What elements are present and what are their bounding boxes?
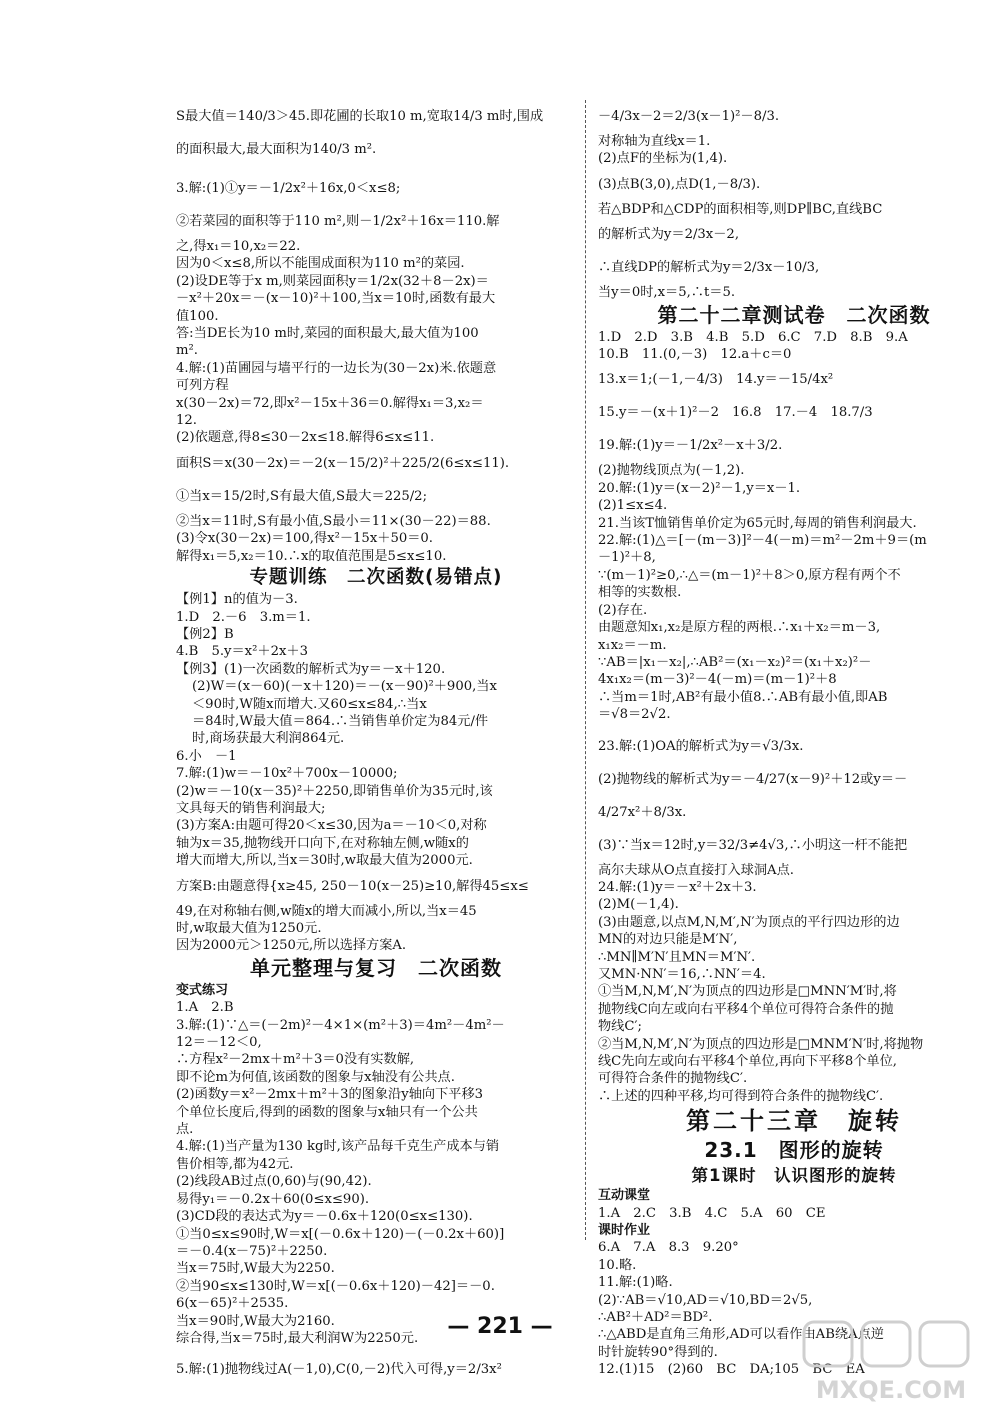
answer-line: ∵(m－1)²≥0,∴△＝(m－1)²＋8＞0,原方程有两个不 [598, 567, 901, 583]
answer-line: 6.小 －1 [176, 748, 237, 764]
section-heading: 23.1 图形的旋转 [704, 1138, 884, 1163]
answer-line: 12. [176, 413, 197, 429]
answer-line: ＝√8＝2√2. [598, 707, 671, 723]
answer-line: (2)点F的坐标为(1,4). [598, 151, 728, 167]
answer-line: ∴上述的四种平移,均可得到符合条件的抛物线C′. [598, 1088, 884, 1104]
answer-line: 4/27x²＋8/3x. [598, 804, 687, 820]
answer-line: 1.D 2.D 3.B 4.B 5.D 6.C 7.D 8.B 9.A [598, 329, 908, 345]
answer-line: ②若菜园的面积等于110 m²,则－1/2x²＋16x＝110.解 [176, 214, 500, 229]
answer-line: 4x₁x₂＝(m－3)²－4(－m)＝(m－1)²＋8 [598, 672, 837, 688]
answer-line: 即不论m为何值,该函数的图象与x轴没有公共点. [176, 1069, 455, 1085]
answer-line: ∴方程x²－2mx＋m²＋3＝0没有实数解, [176, 1052, 415, 1068]
answer-line: ∴MN∥M′N′且MN＝M′N′. [598, 949, 756, 965]
answer-line: (2)抛物线的解析式为y＝－4/27(x－9)²＋12或y＝－ [598, 771, 908, 787]
answer-line: 轴为x＝35,抛物线开口向下,在对称轴左侧,w随x的 [176, 835, 469, 851]
answer-line: 可列方程 [176, 378, 229, 394]
answer-line: 的解析式为y＝2/3x－2, [598, 227, 740, 243]
section-heading: 单元整理与复习 二次函数 [250, 955, 502, 980]
answer-line: ∴AB²＋AD²＝BD². [598, 1310, 713, 1326]
answer-line: (2)函数y＝x²－2mx＋m²＋3的图象沿y轴向下平移3 [176, 1087, 484, 1103]
answer-line: (2)∵AB＝√10,AD＝√10,BD＝2√5, [598, 1292, 813, 1308]
answer-line: (2)设DE等于x m,则菜园面积y＝1/2x(32＋8－2x)＝ [176, 273, 489, 289]
answer-line: 1.D 2.－6 3.m＝1. [176, 609, 311, 625]
answer-line: 的面积最大,最大面积为140/3 m². [176, 142, 377, 157]
section-heading: 第二十三章 旋转 [686, 1107, 902, 1136]
answer-line: ＝84时,W最大值＝864.∴当销售单价定为84元/件 [192, 713, 489, 729]
answer-line: (2)抛物线顶点为(－1,2). [598, 463, 745, 479]
answer-line: 1.A 2.C 3.B 4.C 5.A 60 CE [598, 1205, 826, 1221]
left-column [176, 100, 576, 1386]
right-column [598, 100, 990, 1379]
answer-line: 值100. [176, 308, 219, 324]
answer-line: 1.A 2.B [176, 1000, 234, 1016]
answer-line: 当x＝75时,W最大为2250. [176, 1261, 335, 1277]
answer-line: (2)W＝(x－60)(－x＋120)＝－(x－90)²＋900,当x [192, 679, 497, 695]
section-heading: 专题训练 二次函数(易错点) [249, 567, 503, 589]
answer-line: 相等的实数根. [598, 585, 682, 601]
section-label: 互动课堂 [598, 1188, 651, 1204]
answer-line: x₁x₂＝－m. [598, 637, 667, 653]
answer-line: 因为0＜x≤8,所以不能围成面积为110 m²的菜园. [176, 256, 465, 272]
section-label: 课时作业 [598, 1223, 651, 1239]
answer-line: 当y＝0时,x＝5,∴t＝5. [598, 285, 736, 301]
answer-line: 10.略. [598, 1257, 637, 1273]
answer-line: (3)CD段的表达式为y＝－0.6x＋120(0≤x≤130). [176, 1209, 473, 1225]
answer-line: ＝－0.4(x－75)²＋2250. [176, 1243, 328, 1259]
answer-line: 3.解:(1)∵△＝(－2m)²－4×1×(m²＋3)＝4m²－4m²－ [176, 1017, 505, 1033]
answer-line: S最大值＝140/3＞45.即花圃的长取10 m,宽取14/3 m时,围成 [176, 109, 544, 124]
answer-line: (3)点B(3,0),点D(1,－8/3). [598, 176, 761, 192]
answer-line: 23.解:(1)OA的解析式为y＝√3/3x. [598, 738, 804, 754]
page-number: — 221 — [447, 1314, 553, 1339]
answer-line: 高尔夫球从O点直接打入球洞A点. [598, 862, 794, 878]
answer-line: 20.解:(1)y＝(x－2)²－1,y＝x－1. [598, 480, 801, 496]
answer-line: 易得y₁＝－0.2x＋60(0≤x≤90). [176, 1191, 370, 1207]
answer-line: 对称轴为直线x＝1. [598, 134, 711, 149]
answer-line: ②当x＝11时,S有最小值,S最小＝11×(30－22)＝88. [176, 513, 491, 529]
section-label: 变式练习 [176, 982, 229, 998]
answer-line: 解得x₁＝5,x₂＝10.∴x的取值范围是5≤x≤10. [176, 548, 447, 564]
answer-line: 增大而增大,所以,当x＝30时,w取最大值为2000元. [176, 853, 473, 869]
answer-line: ∴△ABD是直角三角形,AD可以看作由AB绕A点逆 [598, 1327, 884, 1343]
answer-line: 3.解:(1)①y＝－1/2x²＋16x,0＜x≤8; [176, 181, 401, 196]
answer-line: 15.y＝－(x＋1)²－2 16.8 17.－4 18.7/3 [598, 405, 873, 421]
answer-line: 因为2000元＞1250元,所以选择方案A. [176, 938, 407, 954]
answer-line: 又MN·NN′＝16,∴NN′＝4. [598, 966, 766, 982]
answer-line: 当x＝90时,W最大为2160. [176, 1313, 335, 1329]
answer-line: ∵AB＝|x₁－x₂|,∴AB²＝(x₁－x₂)²＝(x₁＋x₂)²－ [598, 654, 872, 670]
answer-line: (2)1≤x≤4. [598, 498, 668, 514]
answer-line: 个单位长度后,得到的函数的图象与x轴只有一个公共 [176, 1104, 478, 1120]
answer-line: 若△BDP和△CDP的面积相等,则DP∥BC,直线BC [598, 201, 883, 217]
answer-line: 线C先向左或向右平移4个单位,再向下平移8个单位, [598, 1054, 898, 1069]
answer-line: (3)∵当x＝12时,y＝32/3≠4√3,∴小明这一杆不能把 [598, 837, 908, 853]
answer-line: 21.当该T恤销售单价定为65元时,每周的销售利润最大. [598, 515, 917, 531]
answer-line: 【例1】n的值为－3. [176, 592, 298, 608]
answer-line: ＜90时,W随x而增大.又60≤x≤84,∴当x [192, 696, 427, 712]
answer-line: 49,在对称轴右侧,w随x的增大而减小,所以,当x＝45 [176, 903, 477, 919]
answer-line: MN的对边只能是M′N′, [598, 932, 738, 948]
answer-line: 售价相等,都为42元. [176, 1156, 294, 1172]
watermark-text: MXQE.COM [815, 1376, 967, 1404]
answer-line: 之,得x₁＝10,x₂＝22. [176, 239, 301, 254]
answer-line: 面积S＝x(30－2x)＝－2(x－15/2)²＋225/2(6≤x≤11). [176, 455, 510, 471]
answer-line: 13.x＝1;(－1,－4/3) 14.y＝－15/4x² [598, 372, 834, 388]
answer-line: 时针旋转90°得到的. [598, 1344, 718, 1360]
answer-line: 7.解:(1)w＝－10x²＋700x－10000; [176, 766, 398, 782]
watermark-logo [796, 1318, 986, 1406]
answer-line: ∴直线DP的解析式为y＝2/3x－10/3, [598, 260, 820, 276]
answer-line: 6.A 7.A 8.3 9.20° [598, 1240, 739, 1256]
answer-line: 4.解:(1)当产量为130 kg时,该产品每千克生产成本与销 [176, 1139, 500, 1155]
answer-line: 19.解:(1)y＝－1/2x²－x＋3/2. [598, 438, 783, 454]
answer-line: 物线C′; [598, 1019, 642, 1035]
answer-line: 由题意知x₁,x₂是原方程的两根.∴x₁＋x₂＝m－3, [598, 620, 881, 636]
answer-line: (3)令x(30－2x)＝100,得x²－15x＋50＝0. [176, 531, 433, 547]
answer-line: m². [176, 343, 198, 359]
answer-line: ①当M,N,M′,N′为顶点的四边形是□MNN′M′时,将 [598, 984, 897, 1000]
answer-line: 4.B 5.y＝x²＋2x＋3 [176, 644, 308, 660]
answer-line: x(30－2x)＝72,即x²－15x＋36＝0.解得x₁＝3,x₂＝ [176, 395, 484, 411]
answer-line: 可得符合条件的抛物线C′. [598, 1071, 748, 1087]
answer-line: (3)由题意,以点M,N,M′,N′为顶点的平行四边形的边 [598, 914, 900, 930]
answer-line: ①当x＝15/2时,S有最大值,S最大＝225/2; [176, 488, 428, 504]
answer-line: 答:当DE长为10 m时,菜园的面积最大,最大值为100 [176, 326, 479, 342]
answer-line: 10.B 11.(0,－3) 12.a＋c＝0 [598, 347, 792, 363]
column-divider [585, 100, 586, 1240]
answer-line: ②当M,N,M′,N′为顶点的四边形是□MNM′N′时,将抛物 [598, 1036, 924, 1052]
section-heading: 第1课时 认识图形的旋转 [691, 1166, 897, 1186]
answer-line: －1)²＋8, [598, 550, 656, 566]
answer-line: 12.(1)15 (2)60 BC DA;105 BC EA [598, 1362, 865, 1378]
answer-line: 4.解:(1)苗圃园与墙平行的一边长为(30－2x)米.依题意 [176, 360, 497, 376]
answer-line: ∴当m＝1时,AB²有最小值8.∴AB有最小值,即AB [598, 689, 888, 705]
answer-line: 综合得,当x＝75时,最大利润W为2250元. [176, 1330, 419, 1346]
answer-line: －4/3x－2＝2/3(x－1)²－8/3. [598, 109, 780, 124]
answer-line: (2)存在. [598, 602, 648, 618]
answer-line: (2)w＝－10(x－35)²＋2250,即销售单价为35元时,该 [176, 783, 493, 799]
answer-line: ①当0≤x≤90时,W＝x[(－0.6x＋120)－(－0.2x＋60)] [176, 1226, 505, 1242]
answer-line: 22.解:(1)△＝[－(m－3)]²－4(－m)＝m²－2m＋9＝(m [598, 533, 927, 549]
answer-line: (2)线段AB过点(0,60)与(90,42). [176, 1174, 372, 1190]
answer-line: 文具每天的销售利润最大; [176, 800, 326, 816]
section-heading: 第二十二章测试卷 二次函数 [657, 302, 931, 327]
answer-line: －x²＋20x＝－(x－10)²＋100,当x＝10时,函数有最大 [176, 291, 496, 307]
answer-line: 时,w取最大值为1250元. [176, 921, 322, 936]
answer-line: 11.解:(1)略. [598, 1275, 673, 1291]
answer-line: 12＝－12＜0, [176, 1035, 262, 1051]
answer-line: 【例2】B [176, 626, 234, 642]
answer-line: 点. [176, 1122, 194, 1138]
answer-line: 【例3】(1)一次函数的解析式为y＝－x＋120. [176, 661, 446, 677]
answer-line: 5.解:(1)抛物线过A(－1,0),C(0,－2)代入可得,y＝2/3x² [176, 1362, 502, 1378]
answer-line: 抛物线C向左或向右平移4个单位可得符合条件的抛 [598, 1001, 894, 1017]
answer-line: 方案B:由题意得{x≥45, 250－10(x－25)≥10,解得45≤x≤ [176, 878, 529, 894]
answer-line: 24.解:(1)y＝－x²＋2x＋3. [598, 879, 757, 895]
answer-line: 时,商场获最大利润864元. [192, 731, 345, 747]
answer-line: 6(x－65)²＋2535. [176, 1296, 289, 1312]
answer-line: (2)依题意,得8≤30－2x≤18.解得6≤x≤11. [176, 430, 435, 446]
answer-line: (3)方案A:由题可得20＜x≤30,因为a＝－10＜0,对称 [176, 818, 487, 834]
answer-line: (2)M(－1,4). [598, 897, 679, 913]
answer-line: ②当90≤x≤130时,W＝x[(－0.6x＋120)－42]＝－0. [176, 1278, 495, 1294]
